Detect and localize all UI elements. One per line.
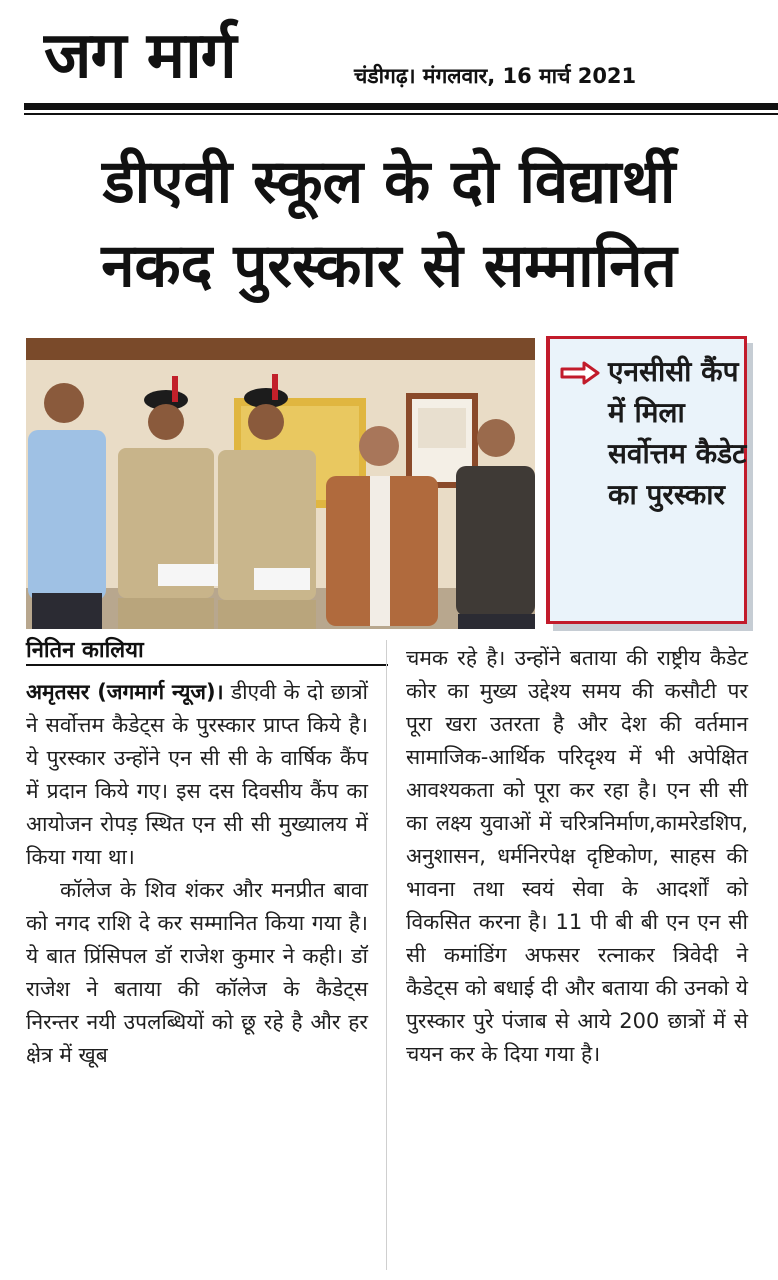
newspaper-title: जग मार्ग xyxy=(44,19,236,93)
masthead-dateline: चंडीगढ़। मंगलवार, 16 मार्च 2021 xyxy=(354,64,637,88)
byline-rule xyxy=(26,664,388,666)
article-paragraph-2: कॉलेज के शिव शंकर और मनप्रीत बावा को नगद राशि दे कर सम्मानित किया गया है। ये बात प्रिंसिपल डॉ राजेश कुमार ने कही। डॉ राजेश ने बताया की कॉलेज के कैडेट्स निरन्तर नयी उपलब्धियों को छू रहे है और हर क्षेत्र में खूब xyxy=(26,878,368,1067)
column-divider xyxy=(386,640,387,1270)
masthead-rule-thin xyxy=(24,113,778,115)
article-paragraph-1: डीएवी के दो छात्रों ने सर्वोत्तम कैडेट्स के पुरस्कार प्राप्त किये है। ये पुरस्कार उन्होंने एन सी सी के वार्षिक कैंप में प्रदान किये गए। इस दस दिवसीय कैंप का आयोजन रोपड़ स्थित एन सी सी मुख्यालय में किया गया था। xyxy=(26,680,368,869)
photo-illustration xyxy=(26,338,535,629)
article-paragraph-3: चमक रहे है। उन्होंने बताया की राष्ट्रीय कैडेट कोर का मुख्य उद्देश्य समय की कसौटी पर पूरा खरा उतरता है और देश की वर्तमान सामाजिक-आर्थिक परिदृश्य में भी अपेक्षित आवश्यकता को पूरा कर रहा है। एन सी सी का लक्ष्य युवाओं में चरित्रनिर्माण,कामरेडशिप, अनुशासन, धर्मनिरपेक्ष दृष्टिकोण, साहस की भावना तथा स्वयं सेवा के आदर्शों को विकसित करना है। 11 पी बी बी एन एन सी सी कमांडिंग अफसर रत्नाकर त्रिवेदी ने कैडेट्स को बधाई दी और बताया की उनको ये पुरस्कार पुरे पंजाब से आये 200 छात्रों में से चयन कर के दिया गया है। xyxy=(406,646,748,1066)
news-photo xyxy=(26,338,535,629)
sidebar-text: एनसीसी कैंप में मिला सर्वोत्तम कैडेट का पुरस्कार xyxy=(608,355,747,511)
article-column-left xyxy=(26,676,368,1072)
masthead xyxy=(0,0,778,112)
headline-line-1: डीएवी स्कूल के दो विद्यार्थी xyxy=(102,147,676,217)
masthead-rule-thick xyxy=(24,103,778,110)
article-column-right xyxy=(406,642,748,1071)
headline xyxy=(0,140,778,308)
article-dateline: अमृतसर (जगमार्ग न्यूज)। xyxy=(26,680,224,704)
right-arrow-icon xyxy=(560,361,600,389)
byline: नितिन कालिया xyxy=(26,638,144,663)
headline-line-2: नकद पुरस्कार से सम्मानित xyxy=(101,231,677,301)
sidebar-callout xyxy=(546,336,747,624)
